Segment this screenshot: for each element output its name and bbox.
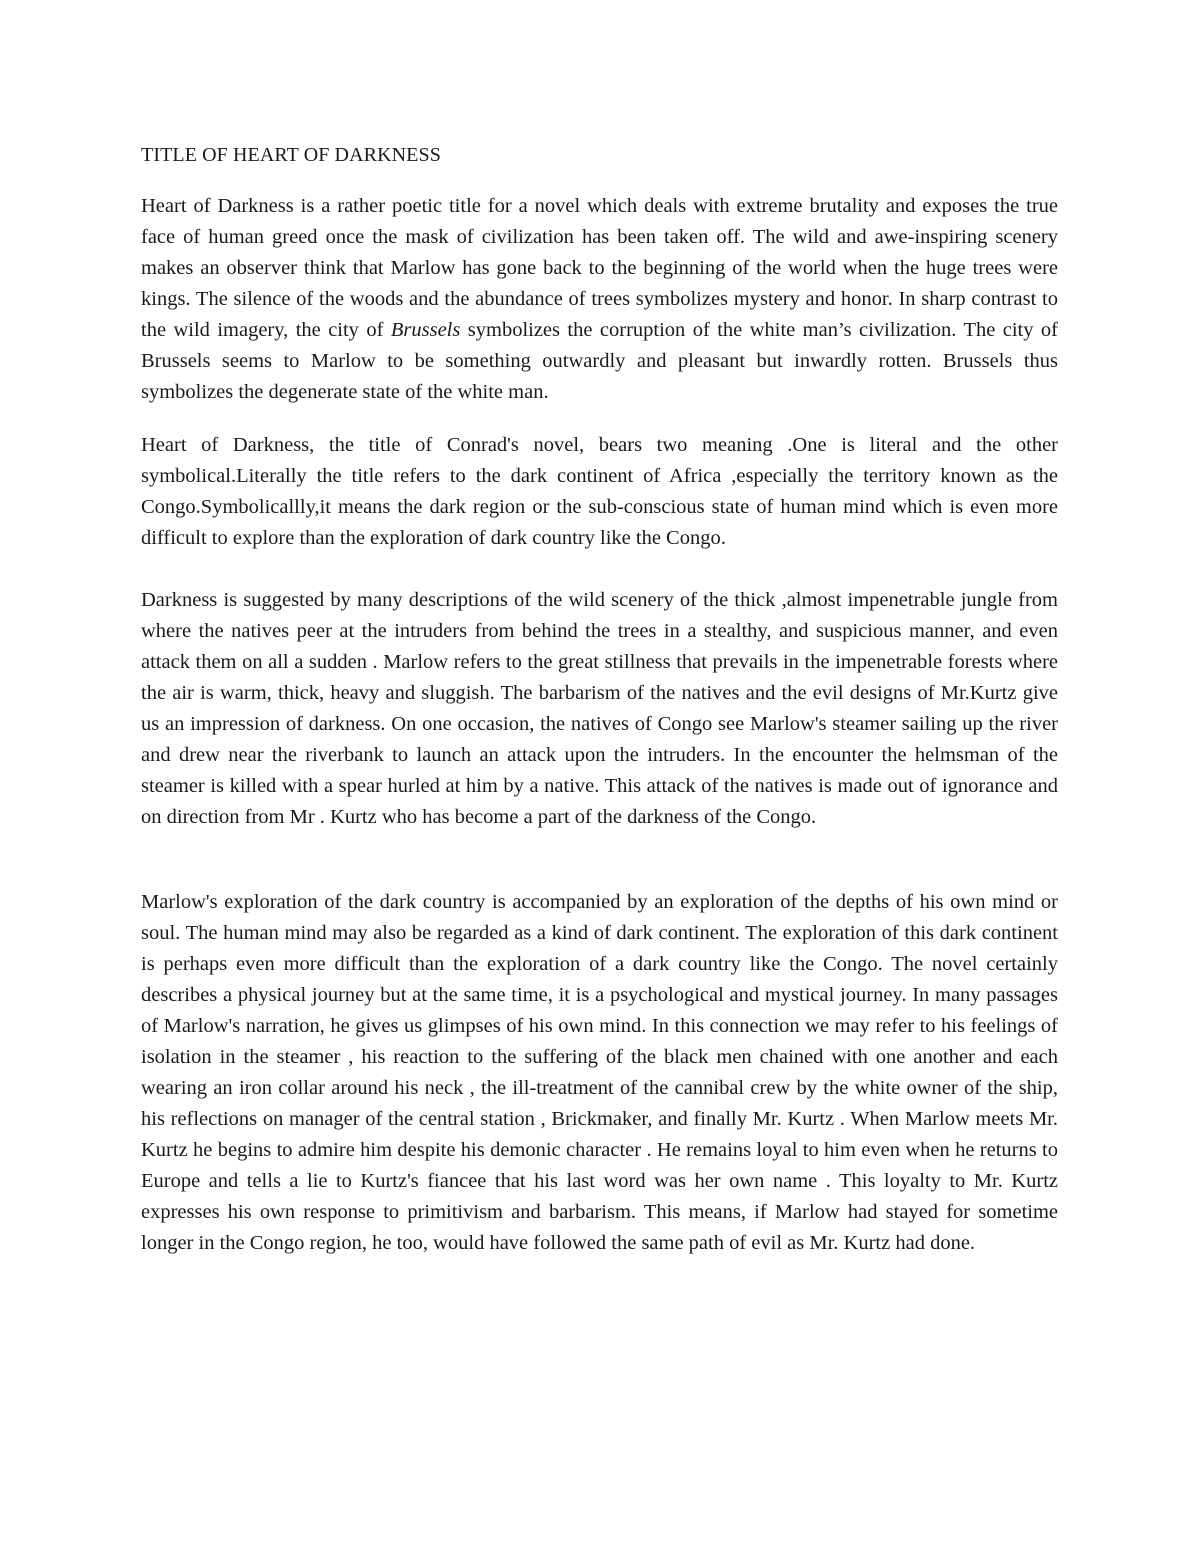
paragraph-spacer — [141, 833, 1058, 887]
paragraph-1-italic-brussels: Brussels — [390, 319, 461, 341]
paragraph-3: Darkness is suggested by many descriptions of the wild scenery of the thick ,almost impenetrable jungle from where the natives peer at the intruders from behind the trees in a stealthy, and suspicious manner, and even attack them on all a sudden . Marlow refers to the great stillness that prevails in the impenetrable forests where the air is warm, thick, heavy and sluggish. The barbarism of the natives and the evil designs of Mr.Kurtz give us an impression of darkness. On one occasion, the natives of Congo see Marlow's steamer sailing up the river and drew near the riverbank to launch an attack upon the intruders. In the encounter the helmsman of the steamer is killed with a spear hurled at him by a native. This attack of the natives is made out of ignorance and on direction from Mr . Kurtz who has become a part of the darkness of the Congo. — [141, 589, 1058, 828]
paragraph-4: Marlow's exploration of the dark country is accompanied by an exploration of the depths of his own mind or soul. The human mind may also be regarded as a kind of dark continent. The exploration of this dark continent is perhaps even more difficult than the exploration of a dark country like the Congo. The novel certainly describes a physical journey but at the same time, it is a psychological and mystical journey. In many passages of Marlow's narration, he gives us glimpses of his own mind. In this connection we may refer to his feelings of isolation in the steamer , his reaction to the suffering of the black men chained with one another and each wearing an iron collar around his neck , the ill-treatment of the cannibal crew by the white owner of the ship, his reflections on manager of the central station , Brickmaker, and finally Mr. Kurtz . When Marlow meets Mr. Kurtz he begins to admire him despite his demonic character . He remains loyal to him even when he returns to Europe and tells a lie to Kurtz's fiancee that his last word was her own name . This loyalty to Mr. Kurtz expresses his own response to primitivism and barbarism. This means, if Marlow had stayed for sometime longer in the Congo region, he too, would have followed the same path of evil as Mr. Kurtz had done. — [141, 891, 1058, 1254]
paragraph-1-text-b: symbolizes the corruption of the white man’s civilization. The city of Brussels seems to Marlow to be something outwardly and pleasant but inwardly rotten. Brussels thus symbolizes the degenerate state of the white man. — [141, 319, 1058, 403]
paragraph-spacer — [141, 554, 1058, 585]
paragraph-2: Heart of Darkness, the title of Conrad's novel, bears two meaning .One is literal and the other symbolical.Literally the title refers to the dark continent of Africa ,especially the territory known as the Congo.Symbolicallly,it means the dark region or the sub-conscious state of human mind which is even more difficult to explore than the exploration of dark country like the Congo. — [141, 434, 1058, 549]
document-title: TITLE OF HEART OF DARKNESS — [141, 144, 441, 166]
paragraph-1 — [141, 191, 1058, 408]
document-page — [141, 140, 1058, 1259]
paragraph-spacer — [141, 408, 1058, 430]
paragraph-1-text-a: Heart of Darkness is a rather poetic title for a novel which deals with extreme brutality and exposes the true face of human greed once the mask of civilization has been taken off. The wild and awe-inspiring scenery makes an observer think that Marlow has gone back to the beginning of the world when the huge trees were kings. The silence of the woods and the abundance of trees symbolizes mystery and honor. In sharp contrast to the wild imagery, the city of — [141, 195, 1058, 341]
